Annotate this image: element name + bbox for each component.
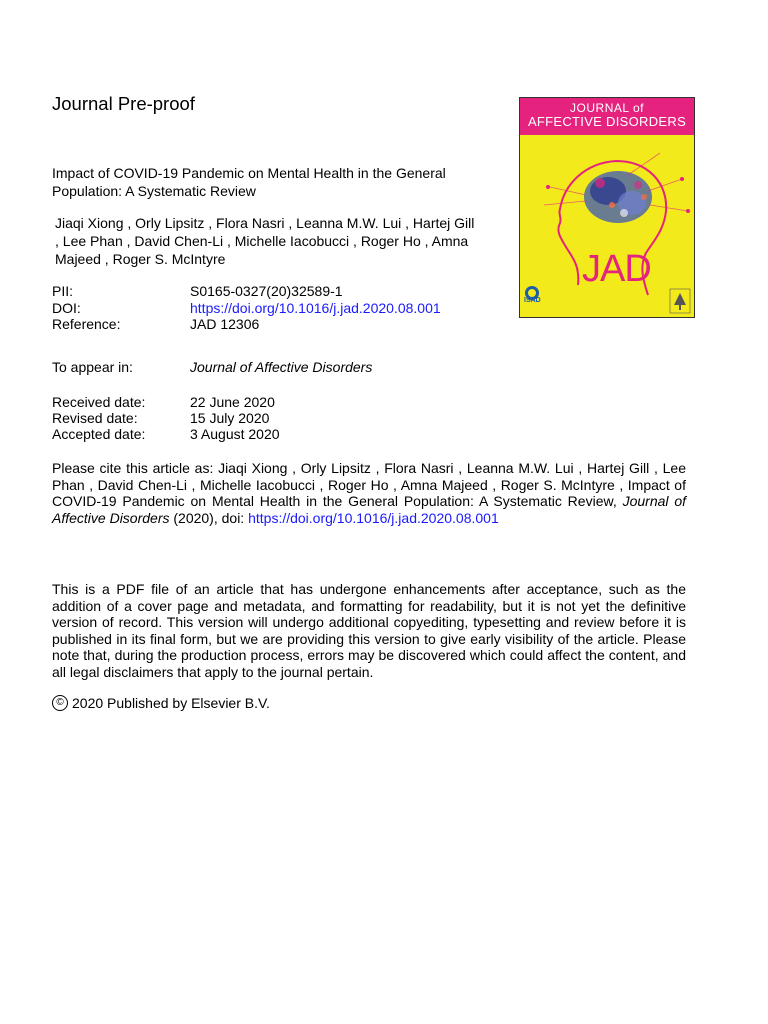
citation-lead: Please cite this article as: Jiaqi Xiong , Orly Lipsitz , Flora Nasri , Leanna M.W. Lui , Hartej Gill , Lee Phan , David Chen-Li , Michelle Iacobucci , Roger Ho , Amna Majeed , Roger S. McIntyre , Impact of COVID-19 Pandemic on Mental Health in the General Population: A Systematic Review, bbox=[52, 460, 686, 509]
received-label: Received date: bbox=[52, 394, 146, 410]
article-title: Impact of COVID-19 Pandemic on Mental Health in the General Population: A Systematic Review bbox=[52, 165, 446, 199]
received-value: 22 June 2020 bbox=[190, 394, 275, 410]
cover-title-band bbox=[520, 98, 694, 135]
citation-paragraph bbox=[52, 460, 686, 526]
pii-value: S0165-0327(20)32589-1 bbox=[190, 283, 343, 299]
doi-label: DOI: bbox=[52, 299, 81, 316]
appear-journal: Journal of Affective Disorders bbox=[190, 359, 373, 375]
cover-title-line2: AFFECTIVE DISORDERS bbox=[527, 114, 687, 129]
dates-block bbox=[0, 394, 768, 446]
revised-label: Revised date: bbox=[52, 410, 138, 426]
accepted-value: 3 August 2020 bbox=[190, 426, 280, 442]
citation-journal: Journal of Affective Disorders bbox=[52, 493, 687, 526]
cover-isad-label: ISAD bbox=[524, 297, 541, 304]
author-list: Jiaqi Xiong , Orly Lipsitz , Flora Nasri , Leanna M.W. Lui , Hartej Gill , Lee Phan , David Chen-Li , Michelle Iacobucci , Roger Ho , Amna Majeed , Roger S. McIntyre bbox=[55, 215, 475, 267]
copyright-line bbox=[52, 695, 270, 711]
journal-cover-image bbox=[519, 97, 695, 318]
doi-link[interactable]: https://doi.org/10.1016/j.jad.2020.08.001 bbox=[190, 299, 441, 316]
appear-block bbox=[0, 359, 768, 377]
cover-acronym: JAD bbox=[582, 248, 651, 290]
appear-label: To appear in: bbox=[52, 359, 133, 375]
pii-label: PII: bbox=[52, 283, 74, 299]
reference-value: JAD 12306 bbox=[190, 316, 260, 332]
citation-year-doi: (2020), doi: bbox=[169, 509, 249, 526]
accepted-label: Accepted date: bbox=[52, 426, 146, 442]
copyright-text: 2020 Published by Elsevier B.V. bbox=[72, 695, 270, 711]
pre-proof-heading: Journal Pre-proof bbox=[52, 93, 195, 114]
reference-label: Reference: bbox=[52, 316, 121, 332]
citation-doi-link[interactable]: https://doi.org/10.1016/j.jad.2020.08.001 bbox=[248, 509, 499, 526]
revised-value: 15 July 2020 bbox=[190, 410, 270, 426]
copyright-icon: © bbox=[52, 695, 68, 711]
cover-title-line1: JOURNAL of bbox=[570, 101, 644, 115]
disclaimer-paragraph: This is a PDF file of an article that has undergone enhancements after acceptance, such as the addition of a cover page and metadata, and formatting for readability, but it is not yet the definitive version of record. This version will undergo additional copyediting, typesetting and review before it is published in its final form, but we are providing this version to give early visibility of the article. Please note that, during the production process, errors may be discovered which could affect the content, and all legal disclaimers that apply to the journal pertain. bbox=[52, 581, 686, 680]
